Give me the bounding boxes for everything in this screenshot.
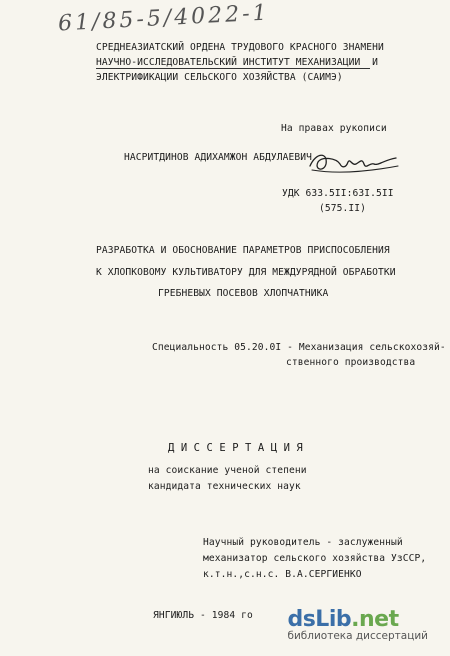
udk-line-2: (575.II) bbox=[319, 203, 367, 214]
specialty-line-2: ственного производства bbox=[286, 357, 416, 368]
title-line-3: ГРЕБНЕВЫХ ПОСЕВОВ ХЛОПЧАТНИКА bbox=[158, 288, 329, 299]
degree-line-2: кандидата технических наук bbox=[148, 481, 301, 492]
archive-handwritten-mark: 61/85-5/4022-1 bbox=[57, 0, 271, 37]
degree-line-1: на соискание ученой степени bbox=[148, 465, 307, 476]
supervisor-line-1: Научный руководитель - заслуженный bbox=[203, 537, 403, 548]
institute-line-2: НАУЧНО-ИССЛЕДОВАТЕЛЬСКИЙ ИНСТИТУТ МЕХАНИЗАЦИИ И bbox=[96, 57, 379, 68]
dslib-logo: dsLib.net bbox=[287, 607, 399, 632]
dslib-subtitle: библиотека диссертаций bbox=[287, 630, 428, 642]
institute-line-1: СРЕДНЕАЗИАТСКИЙ ОРДЕНА ТРУДОВОГО КРАСНОГО ЗНАМЕНИ bbox=[96, 42, 384, 53]
author-name: НАСРИТДИНОВ АДИХАМЖОН АБДУЛАЕВИЧ bbox=[124, 152, 313, 163]
institute-line-3: ЭЛЕКТРИФИКАЦИИ СЕЛЬСКОГО ХОЗЯЙСТВА (САИМЭ) bbox=[96, 72, 343, 83]
signature-image bbox=[306, 146, 402, 180]
supervisor-line-3: к.т.н.,с.н.с. В.А.СЕРГИЕНКО bbox=[203, 569, 362, 580]
rights-note: На правах рукописи bbox=[281, 123, 387, 134]
institute-underline bbox=[96, 68, 370, 69]
title-line-2: К ХЛОПКОВОМУ КУЛЬТИВАТОРУ ДЛЯ МЕЖДУРЯДНОЙ ОБРАБОТКИ bbox=[96, 267, 396, 278]
udk-line-1: УДК 633.5II:63I.5II bbox=[282, 188, 394, 199]
dissertation-heading: Д И С С Е Р Т А Ц И Я bbox=[168, 442, 303, 454]
supervisor-line-2: механизатор сельского хозяйства УзССР, bbox=[203, 553, 427, 564]
specialty-line-1: Специальность 05.20.0I - Механизация сельскохозяй- bbox=[152, 342, 446, 353]
dslib-watermark bbox=[287, 607, 428, 642]
place-year: ЯНГИЮЛЬ - 1984 го bbox=[153, 610, 253, 621]
title-line-1: РАЗРАБОТКА И ОБОСНОВАНИЕ ПАРАМЕТРОВ ПРИСПОСОБЛЕНИЯ bbox=[96, 245, 390, 256]
